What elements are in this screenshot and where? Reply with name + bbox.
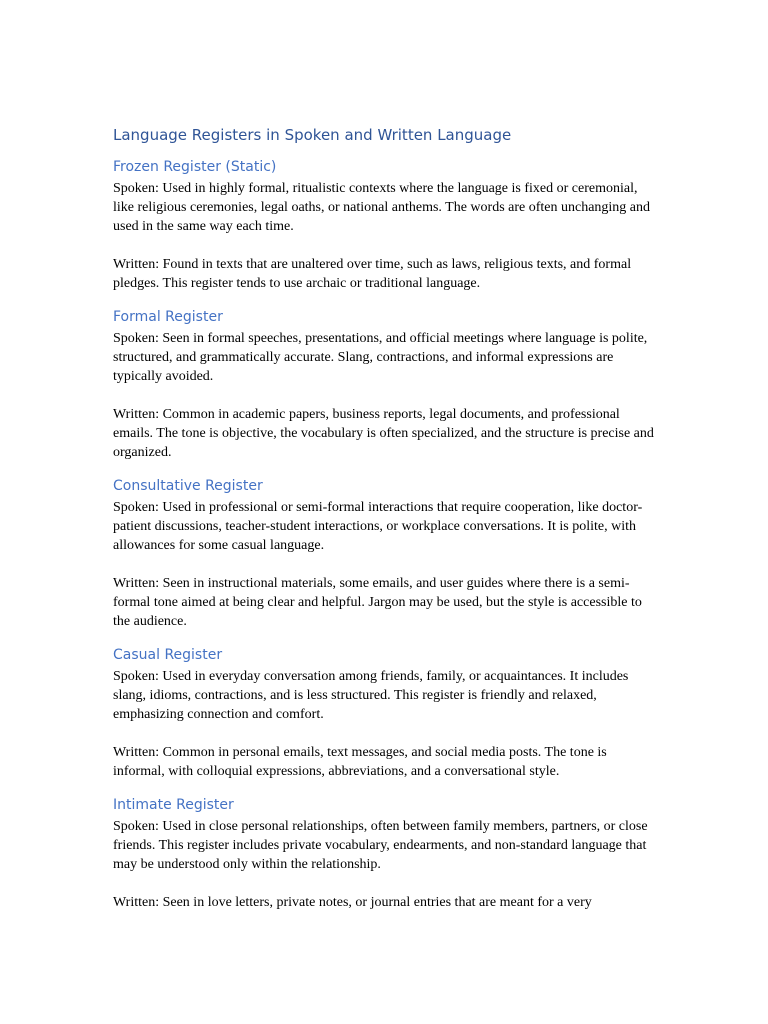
written-paragraph: Written: Common in academic papers, business reports, legal documents, and professional emails. The tone is objective, the vocabulary is often specialized, and the structure is precise and organized. [113,407,654,460]
spoken-paragraph: Spoken: Used in highly formal, ritualistic contexts where the language is fixed or ceremonial, like religious ceremonies, legal oaths, or national anthems. The words are often unchanging and used in the same way each time. [113,181,651,234]
section-heading: Consultative Register [113,478,263,494]
written-paragraph: Written: Seen in love letters, private notes, or journal entries that are meant for a very [113,895,592,910]
spoken-paragraph: Spoken: Seen in formal speeches, presentations, and official meetings where language is polite, structured, and grammatically accurate. Slang, contractions, and informal expressions are typically avoided. [113,331,648,384]
section-heading: Casual Register [113,647,223,663]
document-page [113,125,658,926]
section-frozen-register [113,157,658,293]
section-intimate-register [113,795,658,912]
section-heading: Intimate Register [113,797,234,813]
section-casual-register [113,645,658,781]
written-paragraph: Written: Seen in instructional materials, some emails, and user guides where there is a semi-formal tone aimed at being clear and helpful. Jargon may be used, but the style is accessible to the audience. [113,576,642,629]
section-consultative-register [113,476,658,631]
written-paragraph: Written: Common in personal emails, text messages, and social media posts. The tone is informal, with colloquial expressions, abbreviations, and a conversational style. [113,745,607,779]
section-formal-register [113,307,658,462]
written-paragraph: Written: Found in texts that are unaltered over time, such as laws, religious texts, and formal pledges. This register tends to use archaic or traditional language. [113,257,632,291]
spoken-paragraph: Spoken: Used in everyday conversation among friends, family, or acquaintances. It includes slang, idioms, contractions, and is less structured. This register is friendly and relaxed, emphasizing connection and comfort. [113,669,629,722]
section-heading: Formal Register [113,309,223,325]
spoken-paragraph: Spoken: Used in close personal relationships, often between family members, partners, or close friends. This register includes private vocabulary, endearments, and non-standard language that may be understood only within the relationship. [113,819,648,872]
section-heading: Frozen Register (Static) [113,159,277,175]
spoken-paragraph: Spoken: Used in professional or semi-formal interactions that require cooperation, like doctor-patient discussions, teacher-student interactions, or workplace conversations. It is polite, with allowances for some casual language. [113,500,643,553]
document-title: Language Registers in Spoken and Written Language [113,126,512,144]
